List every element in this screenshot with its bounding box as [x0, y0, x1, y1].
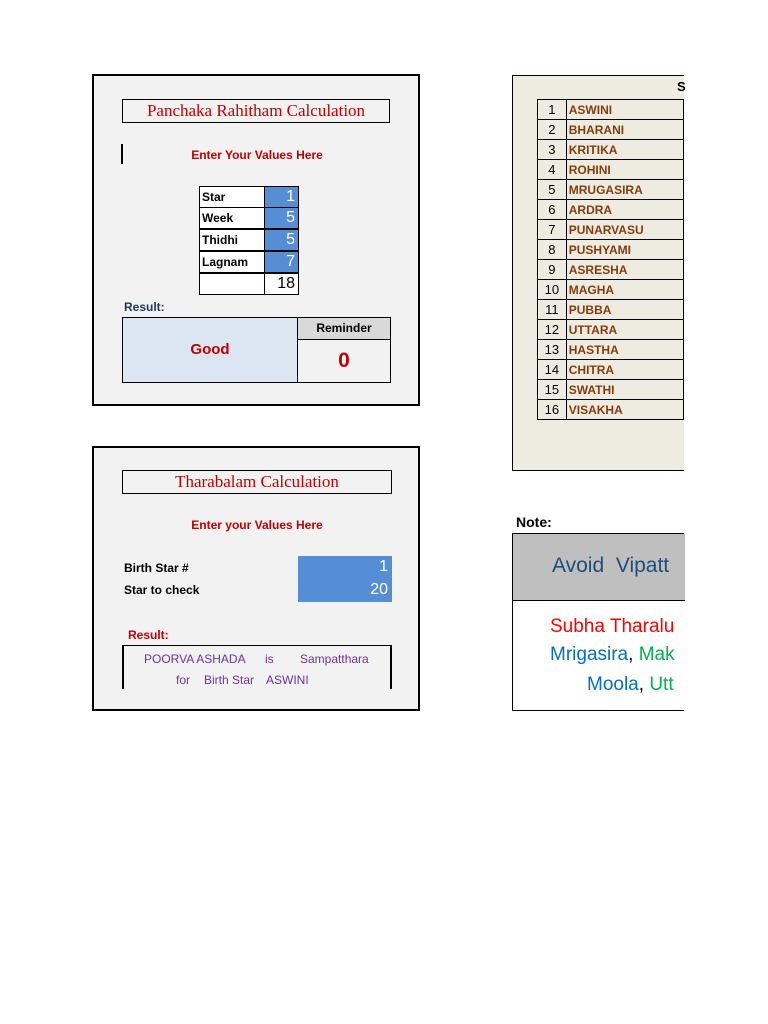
star-row — [538, 340, 684, 360]
star-number: 12 — [538, 320, 567, 340]
note-line2 — [550, 644, 675, 666]
tharabalam-result-label: Result: — [128, 628, 169, 642]
star-check-label: Star to check — [124, 583, 200, 597]
result-tara: Sampatthara — [300, 652, 369, 666]
star-name: ASWINI — [566, 100, 683, 120]
moola-text: Moola — [587, 674, 639, 695]
makha-text: Mak — [638, 644, 675, 665]
birth-star-input[interactable]: 1 — [298, 556, 392, 578]
star-name: MAGHA — [566, 280, 683, 300]
star-row — [538, 240, 684, 260]
avoid-text: Avoid Vipatt — [552, 554, 670, 577]
result-label: Result: — [124, 300, 165, 314]
star-name: HASTHA — [566, 340, 683, 360]
star-row — [538, 220, 684, 240]
star-label: Star — [199, 186, 265, 208]
star-name: ROHINI — [566, 160, 683, 180]
star-row — [538, 200, 684, 220]
star-number: 3 — [538, 140, 567, 160]
star-number: 2 — [538, 120, 567, 140]
star-name: PUNARVASU — [566, 220, 683, 240]
text-cursor — [121, 144, 123, 164]
panchaka-panel — [92, 74, 420, 406]
mrigasira-text: Mrigasira — [550, 644, 629, 665]
star-number: 1 — [538, 100, 567, 120]
star-name: MRUGASIRA — [566, 180, 683, 200]
total-label-empty — [199, 273, 265, 295]
result-is: is — [265, 652, 274, 666]
star-number: 9 — [538, 260, 567, 280]
star-number: 10 — [538, 280, 567, 300]
reminder-value: 0 — [297, 339, 391, 383]
result-birth-star-name: ASWINI — [266, 673, 309, 687]
lagnam-label: Lagnam — [199, 251, 265, 273]
star-row — [538, 280, 684, 300]
panchaka-subtitle: Enter Your Values Here — [191, 148, 323, 162]
star-check-input[interactable]: 20 — [298, 578, 392, 602]
star-row — [538, 160, 684, 180]
thidhi-input[interactable]: 5 — [264, 229, 299, 251]
tharabalam-panel — [92, 446, 420, 711]
star-input[interactable]: 1 — [264, 186, 299, 208]
stars-table — [537, 99, 684, 420]
star-number: 11 — [538, 300, 567, 320]
star-number: 16 — [538, 400, 567, 420]
star-name: CHITRA — [566, 360, 683, 380]
stars-header-partial: S — [677, 79, 686, 94]
uttara-text: Utt — [649, 674, 674, 695]
star-number: 4 — [538, 160, 567, 180]
star-row — [538, 300, 684, 320]
star-row — [538, 360, 684, 380]
note-line3 — [587, 674, 674, 696]
note-sep-2: , — [638, 674, 650, 695]
star-name: PUSHYAMI — [566, 240, 683, 260]
panchaka-title: Panchaka Rahitham Calculation — [122, 99, 390, 123]
star-number: 5 — [538, 180, 567, 200]
star-name: ARDRA — [566, 200, 683, 220]
result-birth-star-label: Birth Star — [204, 673, 255, 687]
star-number: 6 — [538, 200, 567, 220]
star-name: SWATHI — [566, 380, 683, 400]
result-value: Good — [190, 341, 230, 358]
thidhi-label: Thidhi — [199, 229, 265, 251]
star-name: VISAKHA — [566, 400, 683, 420]
star-number: 14 — [538, 360, 567, 380]
star-name: ASRESHA — [566, 260, 683, 280]
star-number: 15 — [538, 380, 567, 400]
stars-panel — [512, 75, 684, 471]
note-sep-1: , — [628, 644, 639, 665]
star-row — [538, 100, 684, 120]
total-value: 18 — [264, 273, 299, 295]
result-star-name: POORVA ASHADA — [144, 652, 246, 666]
star-row — [538, 140, 684, 160]
star-row — [538, 120, 684, 140]
star-number: 13 — [538, 340, 567, 360]
star-row — [538, 180, 684, 200]
star-row — [538, 400, 684, 420]
star-number: 7 — [538, 220, 567, 240]
week-input[interactable]: 5 — [264, 207, 299, 229]
week-label: Week — [199, 207, 265, 229]
subha-tharalu: Subha Tharalu — [550, 616, 675, 637]
birth-star-label: Birth Star # — [124, 561, 189, 575]
result-for: for — [176, 673, 191, 687]
reminder-header: Reminder — [297, 317, 391, 340]
star-name: BHARANI — [566, 120, 683, 140]
star-name: PUBBA — [566, 300, 683, 320]
note-panel — [512, 533, 684, 711]
note-label: Note: — [516, 514, 552, 530]
star-number: 8 — [538, 240, 567, 260]
tharabalam-title: Tharabalam Calculation — [122, 470, 392, 494]
lagnam-input[interactable]: 7 — [264, 251, 299, 273]
star-name: KRITIKA — [566, 140, 683, 160]
star-row — [538, 320, 684, 340]
star-name: UTTARA — [566, 320, 683, 340]
tharabalam-subtitle: Enter your Values Here — [191, 518, 323, 532]
star-row — [538, 380, 684, 400]
star-row — [538, 260, 684, 280]
